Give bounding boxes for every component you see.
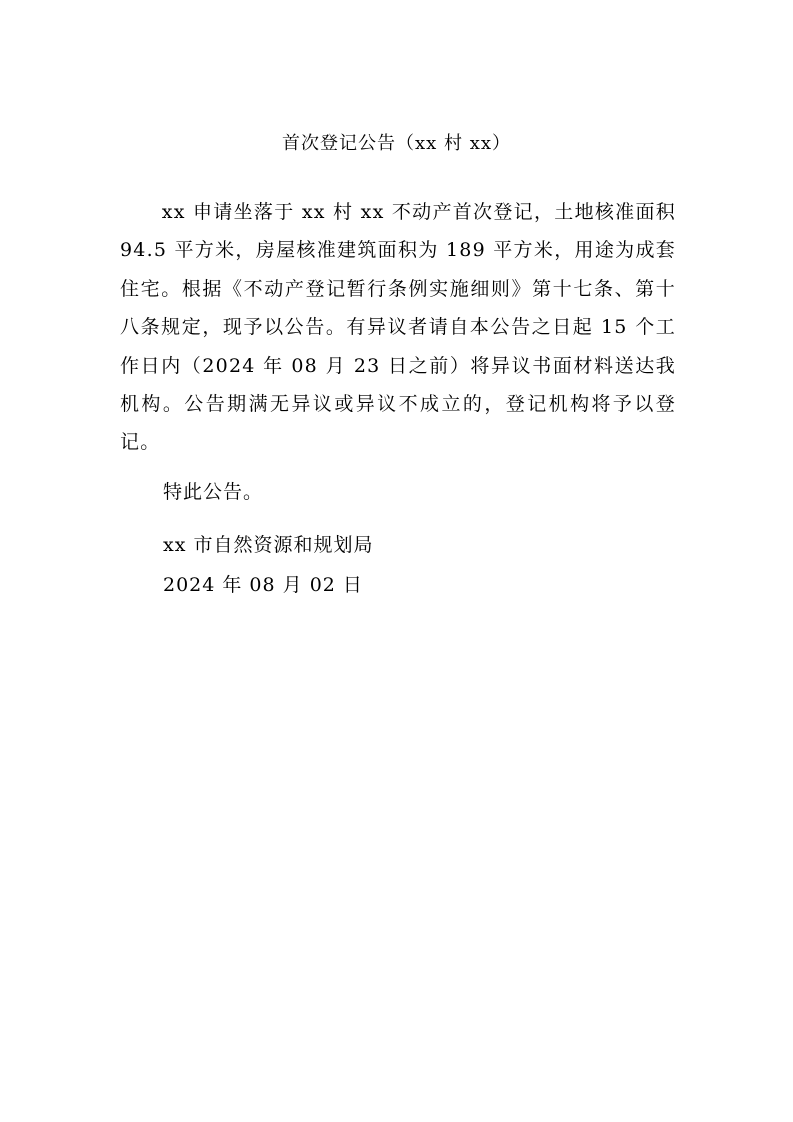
notice-closing: 特此公告。 — [163, 481, 264, 503]
issue-date: 2024 年 08 月 02 日 — [163, 574, 363, 596]
notice-body-paragraph: xx 申请坐落于 xx 村 xx 不动产首次登记，土地核准面积 94.5 平方米，房屋核准建筑面积为 189 平方米，用途为成套住宅。根据《不动产登记暂行条例实施细则》第十七条、第十八条规定，现予以公告。有异议者请自本公告之日起 15 个工作日内（2024 年 08 月 23 日之前）将异议书面材料送达我机构。公告期满无异议或异议不成立的，登记机构将予以登记。 — [120, 201, 676, 454]
notice-body — [120, 193, 676, 462]
notice-title: 首次登记公告（xx 村 xx） — [281, 133, 512, 154]
issuing-authority: xx 市自然资源和规划局 — [163, 534, 374, 556]
